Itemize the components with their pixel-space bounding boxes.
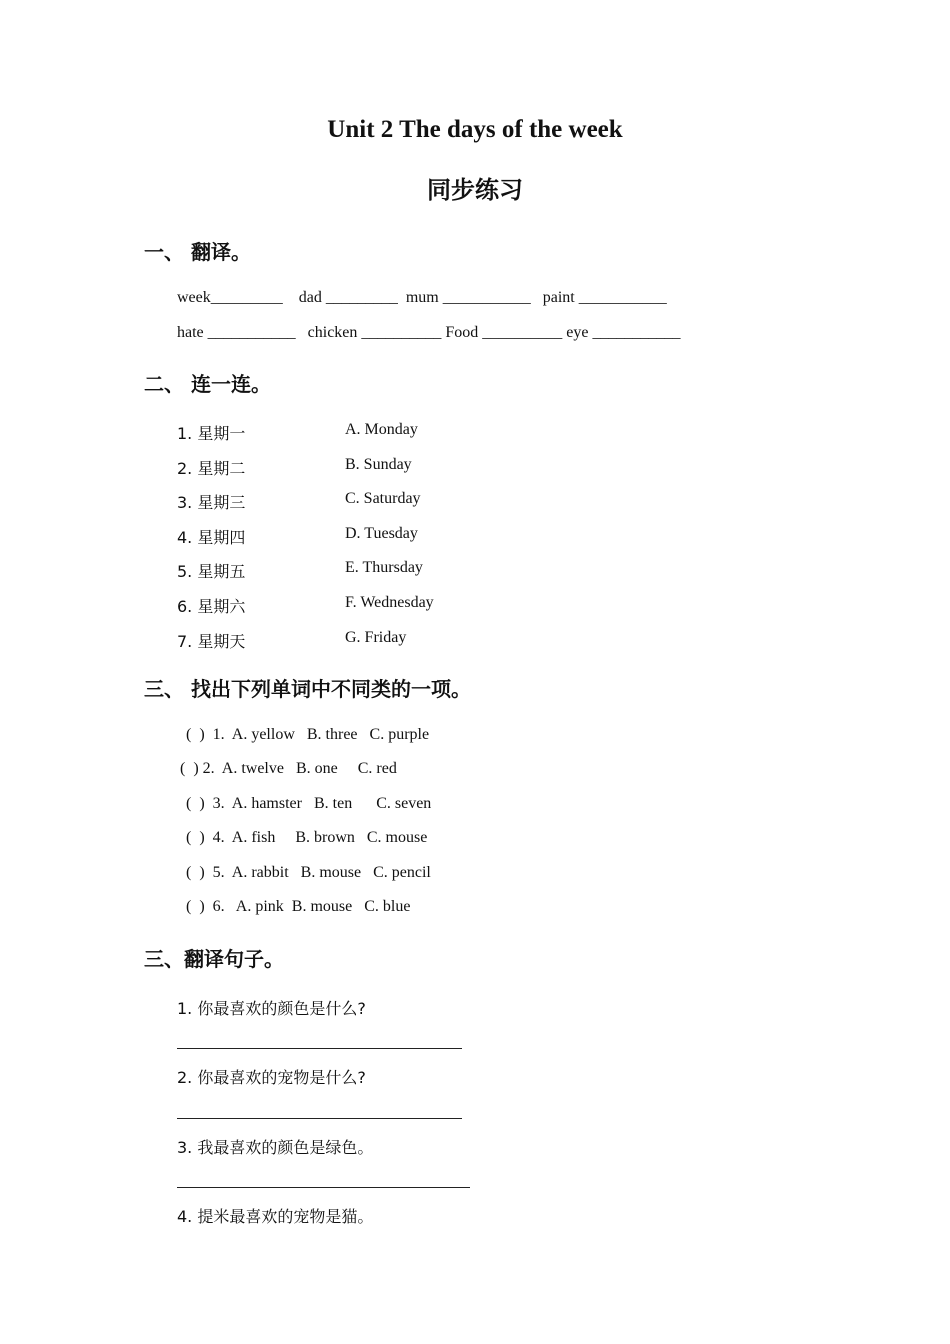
match-right-item: A. Monday bbox=[345, 421, 418, 438]
match-left-item: 2. 星期二 bbox=[177, 459, 246, 478]
odd-one-out-question: ( ) 2. A. twelve B. one C. red bbox=[180, 760, 397, 777]
odd-one-out-question: ( ) 5. A. rabbit B. mouse C. pencil bbox=[186, 864, 431, 881]
match-right-item: B. Sunday bbox=[345, 456, 412, 473]
answer-line[interactable] bbox=[177, 1118, 462, 1119]
section-heading-translate-sentences: 三、翻译句子。 bbox=[144, 947, 284, 971]
sentence-prompt: 2. 你最喜欢的宠物是什么? bbox=[177, 1068, 366, 1087]
match-left-item: 6. 星期六 bbox=[177, 597, 246, 616]
match-left-item: 4. 星期四 bbox=[177, 528, 246, 547]
odd-one-out-question: ( ) 4. A. fish B. brown C. mouse bbox=[186, 829, 428, 846]
answer-line[interactable] bbox=[177, 1187, 470, 1188]
translate-words-row-2: hate ___________ chicken __________ Food __________ eye ___________ bbox=[177, 324, 681, 341]
match-left-item: 5. 星期五 bbox=[177, 562, 246, 581]
sentence-prompt: 3. 我最喜欢的颜色是绿色。 bbox=[177, 1138, 374, 1157]
sentence-prompt: 4. 提米最喜欢的宠物是猫。 bbox=[177, 1207, 374, 1226]
section-heading-translate: 一、 翻译。 bbox=[144, 240, 251, 264]
match-left-item: 1. 星期一 bbox=[177, 424, 246, 443]
page-title: Unit 2 The days of the week bbox=[327, 116, 623, 143]
match-right-item: C. Saturday bbox=[345, 490, 421, 507]
match-right-item: D. Tuesday bbox=[345, 525, 418, 542]
odd-one-out-question: ( ) 1. A. yellow B. three C. purple bbox=[186, 726, 430, 743]
answer-line[interactable] bbox=[177, 1048, 462, 1049]
translate-words-row-1: week_________ dad _________ mum ___________ paint ___________ bbox=[177, 289, 667, 306]
match-left-item: 3. 星期三 bbox=[177, 493, 246, 512]
match-right-item: G. Friday bbox=[345, 629, 407, 646]
match-right-item: E. Thursday bbox=[345, 559, 423, 576]
page-subtitle: 同步练习 bbox=[427, 176, 523, 204]
section-heading-odd-one-out: 三、 找出下列单词中不同类的一项。 bbox=[144, 677, 471, 701]
odd-one-out-question: ( ) 3. A. hamster B. ten C. seven bbox=[186, 795, 432, 812]
match-left-item: 7. 星期天 bbox=[177, 632, 246, 651]
match-right-item: F. Wednesday bbox=[345, 594, 434, 611]
sentence-prompt: 1. 你最喜欢的颜色是什么? bbox=[177, 999, 366, 1018]
odd-one-out-question: ( ) 6. A. pink B. mouse C. blue bbox=[186, 898, 411, 915]
section-heading-match: 二、 连一连。 bbox=[144, 372, 271, 396]
